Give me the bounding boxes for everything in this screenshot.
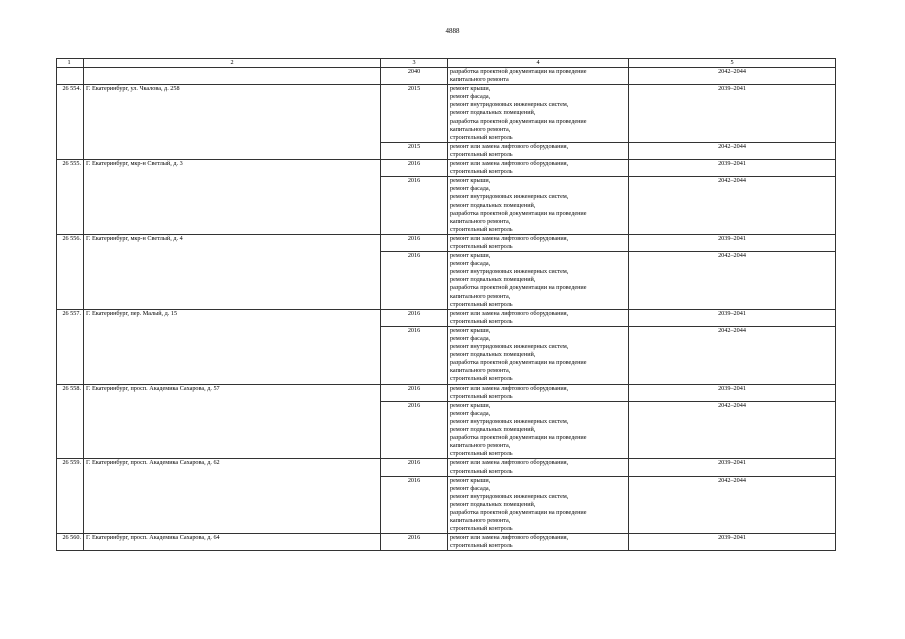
- period-cell: 2039–2041: [629, 234, 836, 251]
- year-cell: 2040: [381, 68, 448, 85]
- period-cell: 2039–2041: [629, 309, 836, 326]
- column-number-row: [57, 59, 836, 68]
- row-number-cell: 26 557.: [57, 309, 84, 384]
- address-cell: Г. Екатеринбург, просп. Академика Сахарова, д. 62: [84, 459, 381, 534]
- period-cell: 2039–2041: [629, 459, 836, 476]
- work-type-cell: ремонт или замена лифтового оборудования, строительный контроль: [448, 160, 629, 177]
- table-row: [57, 459, 836, 476]
- work-type-cell: ремонт крыши, ремонт фасада, ремонт внутридомовых инженерных систем, ремонт подвальных помещений, разработка проектной документации на проведение капитального ремонта, строительный контроль: [448, 476, 629, 534]
- work-type-cell: ремонт или замена лифтового оборудования, строительный контроль: [448, 142, 629, 159]
- work-type-cell: разработка проектной документации на проведение капитального ремонта: [448, 68, 629, 85]
- table-row: [57, 160, 836, 177]
- address-cell: Г. Екатеринбург, пер. Малый, д. 15: [84, 309, 381, 384]
- row-number-cell: 26 558.: [57, 384, 84, 459]
- work-type-cell: ремонт крыши, ремонт фасада, ремонт внутридомовых инженерных систем, ремонт подвальных помещений, разработка проектной документации на проведение капитального ремонта, строительный контроль: [448, 326, 629, 384]
- year-cell: 2016: [381, 401, 448, 459]
- period-cell: 2042–2044: [629, 252, 836, 310]
- year-cell: 2015: [381, 85, 448, 143]
- work-type-cell: ремонт или замена лифтового оборудования, строительный контроль: [448, 309, 629, 326]
- year-cell: 2016: [381, 177, 448, 235]
- year-cell: 2016: [381, 534, 448, 551]
- row-number-cell: 26 556.: [57, 234, 84, 309]
- year-cell: 2016: [381, 459, 448, 476]
- address-cell: Г. Екатеринбург, мкр-н Светлый, д. 4: [84, 234, 381, 309]
- year-cell: 2016: [381, 384, 448, 401]
- column-number: 2: [84, 59, 381, 68]
- work-type-cell: ремонт или замена лифтового оборудования, строительный контроль: [448, 534, 629, 551]
- row-number-cell: 26 555.: [57, 160, 84, 235]
- period-cell: 2039–2041: [629, 160, 836, 177]
- period-cell: 2042–2044: [629, 476, 836, 534]
- row-number-cell: 26 560.: [57, 534, 84, 551]
- year-cell: 2016: [381, 252, 448, 310]
- table-row: [57, 384, 836, 401]
- work-type-cell: ремонт или замена лифтового оборудования, строительный контроль: [448, 234, 629, 251]
- period-cell: 2042–2044: [629, 142, 836, 159]
- column-number: 1: [57, 59, 84, 68]
- address-cell: [84, 68, 381, 85]
- table-row: [57, 309, 836, 326]
- row-number-cell: [57, 68, 84, 85]
- table-row: [57, 85, 836, 143]
- address-cell: Г. Екатеринбург, просп. Академика Сахарова, д. 57: [84, 384, 381, 459]
- column-number: 4: [448, 59, 629, 68]
- year-cell: 2016: [381, 326, 448, 384]
- work-type-cell: ремонт крыши, ремонт фасада, ремонт внутридомовых инженерных систем, ремонт подвальных помещений, разработка проектной документации на проведение капитального ремонта, строительный контроль: [448, 85, 629, 143]
- table-row: [57, 234, 836, 251]
- period-cell: 2042–2044: [629, 326, 836, 384]
- work-type-cell: ремонт или замена лифтового оборудования, строительный контроль: [448, 384, 629, 401]
- work-type-cell: ремонт крыши, ремонт фасада, ремонт внутридомовых инженерных систем, ремонт подвальных помещений, разработка проектной документации на проведение капитального ремонта, строительный контроль: [448, 252, 629, 310]
- address-cell: Г. Екатеринбург, мкр-н Светлый, д. 3: [84, 160, 381, 235]
- period-cell: 2042–2044: [629, 177, 836, 235]
- period-cell: 2039–2041: [629, 384, 836, 401]
- column-number: 5: [629, 59, 836, 68]
- row-number-cell: 26 554.: [57, 85, 84, 160]
- period-cell: 2039–2041: [629, 85, 836, 143]
- table-row: [57, 534, 836, 551]
- work-type-cell: ремонт крыши, ремонт фасада, ремонт внутридомовых инженерных систем, ремонт подвальных помещений, разработка проектной документации на проведение капитального ремонта, строительный контроль: [448, 177, 629, 235]
- period-cell: 2042–2044: [629, 68, 836, 85]
- period-cell: 2042–2044: [629, 401, 836, 459]
- address-cell: Г. Екатеринбург, просп. Академика Сахарова, д. 64: [84, 534, 381, 551]
- address-cell: Г. Екатеринбург, ул. Чкалова, д. 258: [84, 85, 381, 160]
- page-number: 4888: [445, 27, 460, 35]
- work-type-cell: ремонт крыши, ремонт фасада, ремонт внутридомовых инженерных систем, ремонт подвальных помещений, разработка проектной документации на проведение капитального ремонта, строительный контроль: [448, 401, 629, 459]
- year-cell: 2015: [381, 142, 448, 159]
- column-number: 3: [381, 59, 448, 68]
- year-cell: 2016: [381, 309, 448, 326]
- year-cell: 2016: [381, 160, 448, 177]
- table-row: [57, 68, 836, 85]
- capital-repair-table: [56, 58, 836, 551]
- period-cell: 2039–2041: [629, 534, 836, 551]
- row-number-cell: 26 559.: [57, 459, 84, 534]
- year-cell: 2016: [381, 234, 448, 251]
- year-cell: 2016: [381, 476, 448, 534]
- work-type-cell: ремонт или замена лифтового оборудования, строительный контроль: [448, 459, 629, 476]
